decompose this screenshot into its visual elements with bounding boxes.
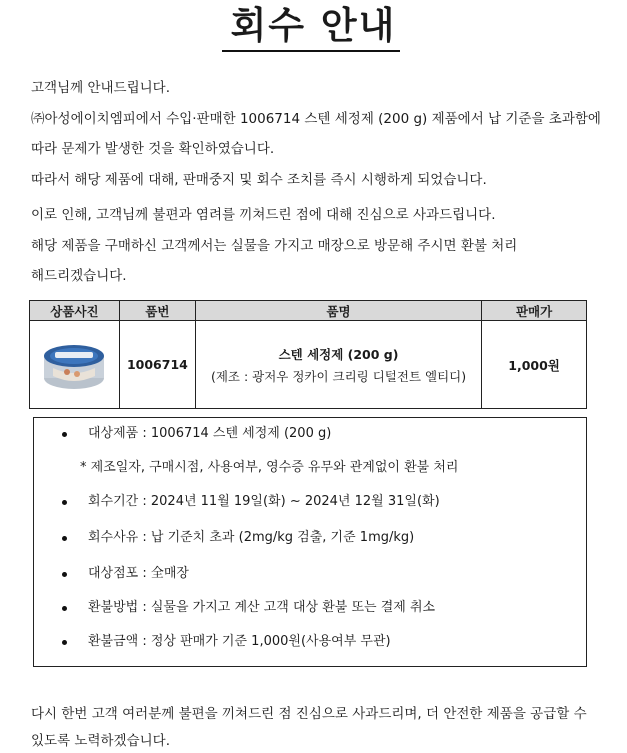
product-maker: (제조 : 광저우 정카이 크리링 디털전트 엘티디): [210, 368, 467, 384]
product-table: [29, 300, 587, 409]
paragraph-apology: 이로 인해, 고객님께 불편과 염려를 끼쳐드린 점에 대해 진심으로 사과드립니다.: [31, 207, 496, 223]
bullet-icon: [62, 640, 67, 645]
table-header-row: [30, 301, 587, 321]
greeting: 고객님께 안내드립니다.: [31, 80, 170, 96]
detail-stores: 대상점포 : 全매장: [88, 566, 189, 581]
detail-method: 환불방법 : 실물을 가지고 계산 고객 대상 환불 또는 결제 취소: [88, 600, 436, 615]
header-photo: 상품사진: [30, 301, 120, 321]
bullet-icon: [62, 500, 67, 505]
product-name-cell: [195, 321, 481, 409]
bullet-icon: [62, 536, 67, 541]
detail-note: * 제조일자, 구매시점, 사용여부, 영수증 유무와 관계없이 환불 처리: [80, 460, 459, 475]
product-name: 스텐 세정제 (200 g): [278, 346, 399, 362]
paragraph-action: 따라서 해당 제품에 대해, 판매중지 및 회수 조치를 즉시 시행하게 되었습니다.: [31, 172, 487, 188]
detail-period: 회수기간 : 2024년 11월 19일(화) ~ 2024년 12월 31일(화): [88, 494, 440, 509]
product-price: 1,000원: [482, 321, 587, 409]
bullet-icon: [62, 606, 67, 611]
page-title: 회수 안내: [230, 4, 397, 47]
header-code: 품번: [119, 301, 195, 321]
title-underline: [222, 50, 400, 52]
paragraph-recall-reason: ㈜아성에이치엠피에서 수입·판매한 1006714 스텐 세정제 (200 g) 제품에서 납 기준을 초과함에 따라 문제가 발생한 것을 확인하였습니다.: [31, 111, 601, 157]
bullet-icon: [62, 572, 67, 577]
product-code: 1006714: [119, 321, 195, 409]
header-name: 품명: [195, 301, 481, 321]
paragraph-refund-guide: 해당 제품을 구매하신 고객께서는 실물을 가지고 매장으로 방문해 주시면 환불 처리 해드리겠습니다.: [31, 238, 518, 284]
product-photo: [41, 338, 107, 392]
bullet-icon: [62, 432, 67, 437]
product-photo-cell: [30, 321, 120, 409]
product-image: [41, 338, 107, 392]
header-price: 판매가: [482, 301, 587, 321]
closing-message: 다시 한번 고객 여러분께 불편을 끼쳐드린 점 진심으로 사과드리며, 더 안전한 제품을 공급할 수 있도록 노력하겠습니다.: [31, 706, 587, 749]
detail-reason: 회수사유 : 납 기준치 초과 (2mg/kg 검출, 기준 1mg/kg): [88, 530, 415, 545]
detail-amount: 환불금액 : 정상 판매가 기준 1,000원(사용여부 무관): [88, 634, 391, 649]
detail-target-product: 대상제품 : 1006714 스텐 세정제 (200 g): [88, 426, 332, 441]
table-row: [30, 321, 587, 409]
